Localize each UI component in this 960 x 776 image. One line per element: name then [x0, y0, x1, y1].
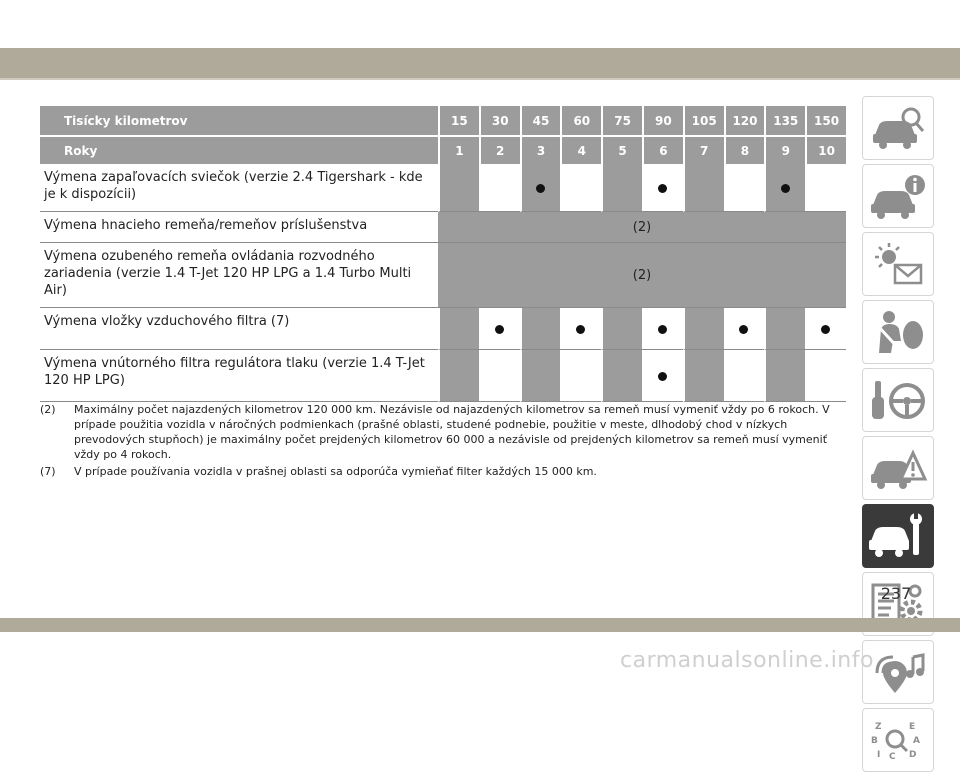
car-search-icon [869, 105, 927, 151]
service-dot [495, 325, 504, 334]
footnote-text: Maximálny počet najazdených kilometrov 120 000 km. Nezávisle od najazdených kilometrov sa remeň musí vymeniť vždy po 6 rokoch. V prípade použitia vozidla v náročných podmienkach (prašné oblasti, studené podnebie, použitie v meste, dlhodobý chod v nízkych prevodových stupňoch) je maximálny počet prejdených kilometrov 60 000 a nezávisle od prejdených kilometrov sa remeň musí vymeniť vždy po 4 rokoch. [74, 403, 830, 461]
year-header: 6 [642, 135, 683, 164]
chapter-tab[interactable] [862, 300, 934, 364]
schedule-cell [560, 350, 601, 402]
schedule-cell [642, 308, 683, 350]
schedule-row [40, 212, 846, 243]
service-dot [658, 325, 667, 334]
schedule-cell [805, 164, 846, 212]
service-dot [576, 325, 585, 334]
km-header: 150 [805, 106, 846, 135]
chapter-tab[interactable] [862, 368, 934, 432]
schedule-row-label: Výmena hnacieho remeňa/remeňov príslušenstva [40, 212, 438, 243]
header-row-kilometers [40, 106, 846, 135]
media-navigation-icon [869, 649, 927, 695]
schedule-row-label: Výmena vnútorného filtra regulátora tlaku (verzie 1.4 T-Jet 120 HP LPG) [40, 350, 438, 402]
schedule-cell [724, 164, 765, 212]
footnotes [40, 402, 846, 481]
chapter-tab[interactable] [862, 436, 934, 500]
footer-band [0, 618, 960, 632]
schedule-cell [642, 164, 683, 212]
year-header: 5 [601, 135, 642, 164]
schedule-row [40, 243, 846, 308]
service-dot [821, 325, 830, 334]
schedule-cell [560, 164, 601, 212]
schedule-row-label: Výmena vložky vzduchového filtra (7) [40, 308, 438, 350]
schedule-row-label: Výmena ozubeného remeňa ovládania rozvodného zariadenia (verzie 1.4 T-Jet 120 HP LPG a 1.4 Turbo Multi Air) [40, 243, 438, 308]
schedule-row-label: Výmena zapaľovacích sviečok (verzie 2.4 Tigershark - kde je k dispozícii) [40, 164, 438, 212]
schedule-cell [479, 350, 520, 402]
car-info-icon [869, 173, 927, 219]
watermark: carmanualsonline.info [620, 648, 874, 673]
km-header: 45 [520, 106, 561, 135]
schedule-cell [724, 350, 765, 402]
chapter-tab[interactable] [862, 164, 934, 228]
service-dot [536, 184, 545, 193]
year-header: 9 [764, 135, 805, 164]
service-dot [658, 372, 667, 381]
chapter-tab-active[interactable] [862, 504, 934, 568]
car-accident-icon [869, 445, 927, 491]
schedule-cell [683, 164, 724, 212]
header-row-years [40, 135, 846, 164]
schedule-cell [683, 308, 724, 350]
warning-light-message-icon [869, 241, 927, 287]
key-steering-wheel-icon [869, 377, 927, 423]
schedule-cell [438, 164, 479, 212]
schedule-cell [479, 164, 520, 212]
schedule-span-note: (2) [438, 243, 846, 308]
svg-text:I: I [877, 750, 881, 760]
schedule-cell [438, 308, 479, 350]
chapter-tab[interactable] [862, 232, 934, 296]
car-wrench-icon [869, 513, 927, 559]
km-header: 135 [764, 106, 805, 135]
km-header: 30 [479, 106, 520, 135]
footnote [40, 464, 846, 479]
svg-text:C: C [889, 752, 896, 762]
schedule-row [40, 164, 846, 212]
page-number: 237 [880, 584, 912, 603]
year-header: 3 [520, 135, 561, 164]
svg-text:A: A [913, 736, 920, 746]
footnote-number: (2) [40, 403, 56, 416]
svg-text:D: D [909, 750, 917, 760]
schedule-cell [764, 164, 805, 212]
header-label: Roky [40, 135, 438, 164]
km-header: 60 [560, 106, 601, 135]
header-label: Tisícky kilometrov [40, 106, 438, 135]
km-header: 120 [724, 106, 765, 135]
schedule-cell [520, 164, 561, 212]
footnote-number: (7) [40, 465, 56, 478]
schedule-cell [805, 308, 846, 350]
schedule-row [40, 308, 846, 350]
schedule-cell [560, 308, 601, 350]
chapter-tab[interactable] [862, 708, 934, 772]
year-header: 2 [479, 135, 520, 164]
service-dot [739, 325, 748, 334]
service-dot [658, 184, 667, 193]
km-header: 105 [683, 106, 724, 135]
schedule-cell [438, 350, 479, 402]
seatbelt-airbag-icon [869, 309, 927, 355]
schedule-cell [479, 308, 520, 350]
year-header: 8 [724, 135, 765, 164]
schedule-cell [683, 350, 724, 402]
schedule-cell [601, 164, 642, 212]
header-band-line [0, 78, 960, 80]
chapter-sidebar [862, 96, 934, 776]
schedule-cell [601, 308, 642, 350]
service-dot [781, 184, 790, 193]
footnote [40, 402, 846, 462]
schedule-cell [764, 308, 805, 350]
schedule-cell [642, 350, 683, 402]
svg-text:Z: Z [875, 722, 882, 732]
year-header: 7 [683, 135, 724, 164]
schedule-cell [724, 308, 765, 350]
svg-text:B: B [871, 736, 878, 746]
header-band [0, 48, 960, 78]
schedule-cell [805, 350, 846, 402]
schedule-cell [764, 350, 805, 402]
year-header: 4 [560, 135, 601, 164]
svg-text:E: E [909, 722, 916, 732]
km-header: 75 [601, 106, 642, 135]
schedule-row [40, 350, 846, 402]
chapter-tab[interactable] [862, 96, 934, 160]
schedule-span-note: (2) [438, 212, 846, 243]
footnote-text: V prípade používania vozidla v prašnej oblasti sa odporúča vymieňať filter každých 15 000 km. [74, 465, 597, 478]
year-header: 1 [438, 135, 479, 164]
km-header: 90 [642, 106, 683, 135]
alphabet-index-icon [869, 717, 927, 763]
schedule-cell [601, 350, 642, 402]
km-header: 15 [438, 106, 479, 135]
schedule-cell [520, 308, 561, 350]
year-header: 10 [805, 135, 846, 164]
maintenance-schedule-table [40, 106, 846, 402]
schedule-cell [520, 350, 561, 402]
